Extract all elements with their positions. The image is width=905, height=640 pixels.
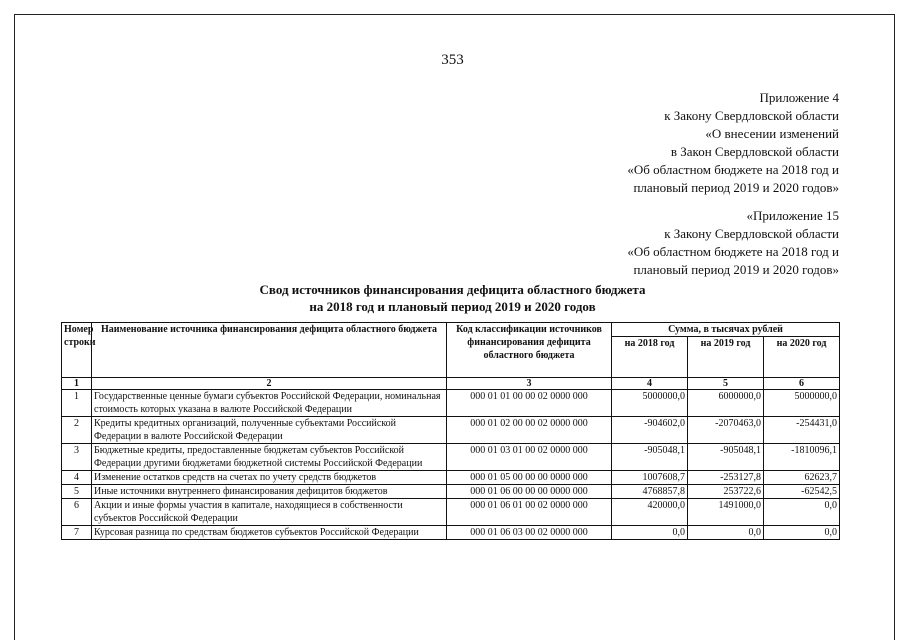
annex-line: «Об областном бюджете на 2018 год и — [627, 162, 839, 177]
annex-line: плановый период 2019 и 2020 годов» — [633, 180, 839, 195]
header-code: Код классификации источников финансирования дефицита областного бюджета — [447, 323, 612, 378]
header-num: Номер строки — [62, 323, 92, 378]
header-2020: на 2020 год — [764, 337, 840, 378]
page-number: 353 — [441, 52, 464, 68]
annex-line: «О внесении изменений — [705, 126, 839, 141]
index-row — [62, 378, 840, 390]
index-cell: 4 — [612, 378, 688, 390]
index-cell: 3 — [447, 378, 612, 390]
row-code: 000 01 06 03 00 02 0000 000 — [447, 526, 612, 540]
row-name: Бюджетные кредиты, предоставленные бюджетам субъектов Российской Федерации другими бюджетами бюджетной системы Российской Федерации — [92, 444, 447, 471]
row-2019: 6000000,0 — [688, 390, 764, 417]
header-name: Наименование источника финансирования дефицита областного бюджета — [92, 323, 447, 378]
annex-sub — [627, 207, 839, 279]
row-code: 000 01 06 00 00 00 0000 000 — [447, 485, 612, 499]
header-2019: на 2019 год — [688, 337, 764, 378]
annex-line: Приложение 4 — [759, 90, 839, 105]
row-2020: 5000000,0 — [764, 390, 840, 417]
row-2020: -254431,0 — [764, 417, 840, 444]
row-2018: -904602,0 — [612, 417, 688, 444]
row-num: 3 — [62, 444, 92, 471]
row-name: Государственные ценные бумаги субъектов Российской Федерации, номинальная стоимость которых указана в валюте Российской Федерации — [92, 390, 447, 417]
table-row — [62, 499, 840, 526]
row-2019: -2070463,0 — [688, 417, 764, 444]
title-line: на 2018 год и плановый период 2019 и 2020 годов — [309, 299, 596, 314]
index-cell: 1 — [62, 378, 92, 390]
table-row — [62, 390, 840, 417]
row-2018: 4768857,8 — [612, 485, 688, 499]
header-sum: Сумма, в тысячах рублей — [612, 323, 840, 337]
row-2018: 420000,0 — [612, 499, 688, 526]
table-row — [62, 471, 840, 485]
row-name: Акции и иные формы участия в капитале, находящиеся в собственности субъектов Российской Федерации — [92, 499, 447, 526]
index-cell: 2 — [92, 378, 447, 390]
row-name: Курсовая разница по средствам бюджетов субъектов Российской Федерации — [92, 526, 447, 540]
row-2018: 0,0 — [612, 526, 688, 540]
row-2019: 0,0 — [688, 526, 764, 540]
table-row — [62, 485, 840, 499]
annex-line: к Закону Свердловской области — [664, 108, 839, 123]
annex-sub-line: плановый период 2019 и 2020 годов» — [633, 262, 839, 277]
header-2018: на 2018 год — [612, 337, 688, 378]
row-code: 000 01 05 00 00 00 0000 000 — [447, 471, 612, 485]
annex-sub-line: «Об областном бюджете на 2018 год и — [627, 244, 839, 259]
row-name: Кредиты кредитных организаций, полученные субъектами Российской Федерации в валюте Российской Федерации — [92, 417, 447, 444]
annex-header — [627, 89, 839, 197]
annex-line: в Закон Свердловской области — [670, 144, 839, 159]
row-2020: 62623,7 — [764, 471, 840, 485]
row-code: 000 01 03 01 00 02 0000 000 — [447, 444, 612, 471]
title-line: Свод источников финансирования дефицита областного бюджета — [259, 282, 646, 297]
row-code: 000 01 06 01 00 02 0000 000 — [447, 499, 612, 526]
row-num: 1 — [62, 390, 92, 417]
row-code: 000 01 01 00 00 02 0000 000 — [447, 390, 612, 417]
row-name: Изменение остатков средств на счетах по учету средств бюджетов — [92, 471, 447, 485]
annex-sub-line: «Приложение 15 — [746, 208, 839, 223]
document-title — [0, 281, 905, 315]
row-num: 6 — [62, 499, 92, 526]
row-name: Иные источники внутреннего финансирования дефицитов бюджетов — [92, 485, 447, 499]
row-2020: 0,0 — [764, 499, 840, 526]
annex-sub-line: к Закону Свердловской области — [664, 226, 839, 241]
row-2019: 253722,6 — [688, 485, 764, 499]
table-row — [62, 444, 840, 471]
row-code: 000 01 02 00 00 02 0000 000 — [447, 417, 612, 444]
row-2018: 1007608,7 — [612, 471, 688, 485]
row-2020: -1810096,1 — [764, 444, 840, 471]
row-num: 5 — [62, 485, 92, 499]
row-2018: -905048,1 — [612, 444, 688, 471]
row-2019: -905048,1 — [688, 444, 764, 471]
row-2020: -62542,5 — [764, 485, 840, 499]
row-num: 4 — [62, 471, 92, 485]
row-2018: 5000000,0 — [612, 390, 688, 417]
table-row — [62, 417, 840, 444]
index-cell: 6 — [764, 378, 840, 390]
row-2019: -253127,8 — [688, 471, 764, 485]
row-2019: 1491000,0 — [688, 499, 764, 526]
financing-table — [61, 322, 840, 540]
row-num: 2 — [62, 417, 92, 444]
row-2020: 0,0 — [764, 526, 840, 540]
row-num: 7 — [62, 526, 92, 540]
index-cell: 5 — [688, 378, 764, 390]
table-row — [62, 526, 840, 540]
